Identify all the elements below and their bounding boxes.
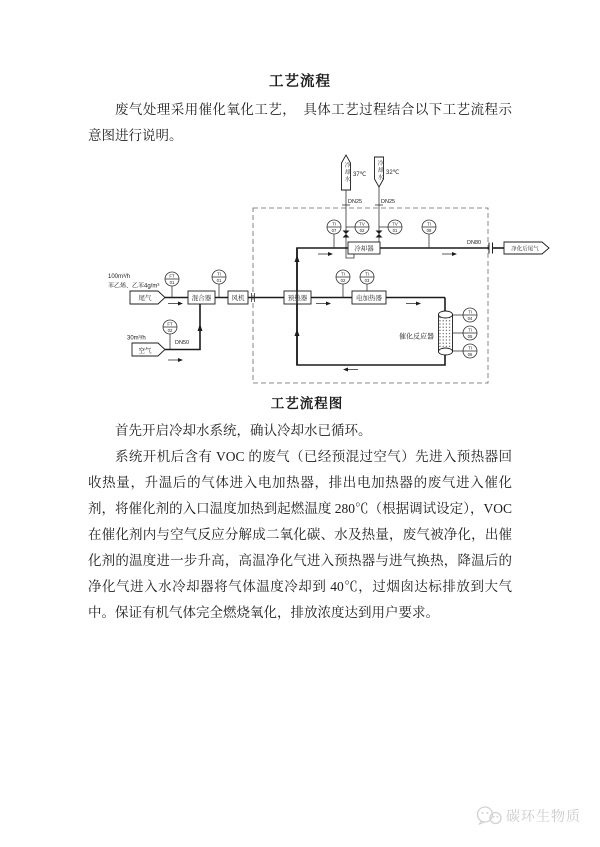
control-valve-icon — [343, 231, 350, 238]
electric-heater-label: 电加热器 — [356, 295, 382, 302]
svg-text:TV: TV — [359, 221, 365, 227]
svg-text:TI: TI — [341, 271, 345, 277]
process-pipes — [165, 248, 504, 365]
svg-text:TI: TI — [427, 221, 431, 227]
catalytic-reactor-label: 催化反应器 — [399, 333, 434, 341]
body-paragraph: 系统开机后含有 VOC 的废气（已经预混过空气）先进入预热器回收热量，升温后的气体进入电加热器，排出电加热器的废气进入催化剂，将催化剂的入口温度加热到起燃温度 280℃（根据调试设定），VOC 在催化剂内与空气反应分解成二氧化碳、水及热量，废气被净化，出催化剂的温度进一步升高，高温净化气进入预热器与进气换热，降温后的净化气进入水冷却器将气体温度冷却到 40℃，过烟囱达标排放到大气中。保证有机气体完全燃烧氧化，排放浓度达到用户要求。 — [88, 449, 512, 620]
cooler-label: 冷却器 — [354, 245, 374, 253]
svg-text:02: 02 — [359, 228, 365, 234]
svg-text:02: 02 — [167, 328, 173, 334]
process-flow-diagram — [90, 150, 555, 390]
cooling-water-in-temp: 32℃ — [386, 170, 400, 176]
wechat-icon — [476, 806, 502, 826]
cooling-water-out-label: 冷却水 — [343, 162, 350, 183]
instrument-ti02 — [336, 270, 350, 284]
instrument-tv01 — [388, 220, 402, 234]
flow-arrows — [168, 252, 457, 372]
svg-text:TV: TV — [392, 221, 398, 227]
cooling-water-in-label: 冷却水 — [376, 160, 383, 181]
svg-text:TI: TI — [468, 327, 472, 333]
page-title: 工艺流程 — [269, 74, 331, 90]
preheater-label: 预热器 — [287, 295, 308, 302]
svg-text:08: 08 — [426, 228, 432, 234]
pipe-size-dn25-out: DN25 — [348, 199, 363, 205]
catalytic-reactor — [439, 311, 453, 355]
instrument-ft02 — [163, 320, 177, 334]
svg-text:TI: TI — [468, 345, 472, 351]
instrument-stems — [167, 227, 463, 351]
air-flow-rate: 30m³/h — [127, 335, 146, 342]
instrument-ti04 — [463, 308, 477, 322]
air-label: 空气 — [138, 347, 152, 355]
svg-text:04: 04 — [467, 316, 473, 322]
waste-gas-label: 尾气 — [138, 295, 152, 302]
outlet-label: 净化后尾气 — [511, 246, 539, 253]
pipe-size-dn50: DN50 — [175, 340, 190, 346]
svg-text:01: 01 — [216, 278, 222, 284]
waste-gas-composition: 苯乙烯、乙苯4g/m³ — [108, 283, 160, 290]
svg-text:05: 05 — [467, 334, 473, 340]
brand-watermark-text: 碳环生物质 — [506, 808, 581, 824]
svg-text:06: 06 — [467, 352, 473, 358]
brand-watermark — [476, 806, 581, 826]
instrument-tv02 — [355, 220, 369, 234]
waste-gas-flow-rate: 100m³/h — [108, 274, 131, 280]
instrument-ti07 — [327, 220, 341, 234]
svg-text:02: 02 — [340, 278, 346, 284]
instrument-ti01 — [212, 270, 226, 284]
svg-text:01: 01 — [392, 228, 398, 234]
body-paragraph: 首先开启冷却水系统，确认冷却水已循环。 — [115, 423, 372, 438]
pipe-size-dn80: DN80 — [467, 240, 482, 246]
svg-text:TI: TI — [217, 271, 221, 277]
svg-text:01: 01 — [169, 280, 175, 286]
instrument-ti05 — [463, 326, 477, 340]
cooling-water-out-temp: 37℃ — [353, 172, 367, 178]
svg-text:TI: TI — [468, 309, 472, 315]
svg-text:TI: TI — [332, 221, 336, 227]
svg-text:TI: TI — [365, 271, 369, 277]
pipe-size-dn25-in: DN25 — [381, 199, 396, 205]
instrument-ti03 — [360, 270, 374, 284]
flange-icon — [489, 243, 493, 254]
instrument-ti06 — [463, 344, 477, 358]
fan-label: 风机 — [231, 295, 245, 302]
figure-caption: 工艺流程图 — [270, 396, 344, 411]
intro-paragraph: 废气处理采用催化氧化工艺， 具体工艺过程结合以下工艺流程示意图进行说明。 — [88, 102, 512, 143]
instrument-ft01 — [165, 272, 179, 286]
svg-text:07: 07 — [331, 228, 337, 234]
control-valve-icon — [376, 231, 383, 238]
instrument-ti08 — [422, 220, 436, 234]
svg-text:FT: FT — [167, 321, 173, 327]
svg-text:03: 03 — [364, 278, 370, 284]
mixer-label: 混合器 — [191, 295, 212, 302]
svg-text:FT: FT — [169, 273, 175, 279]
